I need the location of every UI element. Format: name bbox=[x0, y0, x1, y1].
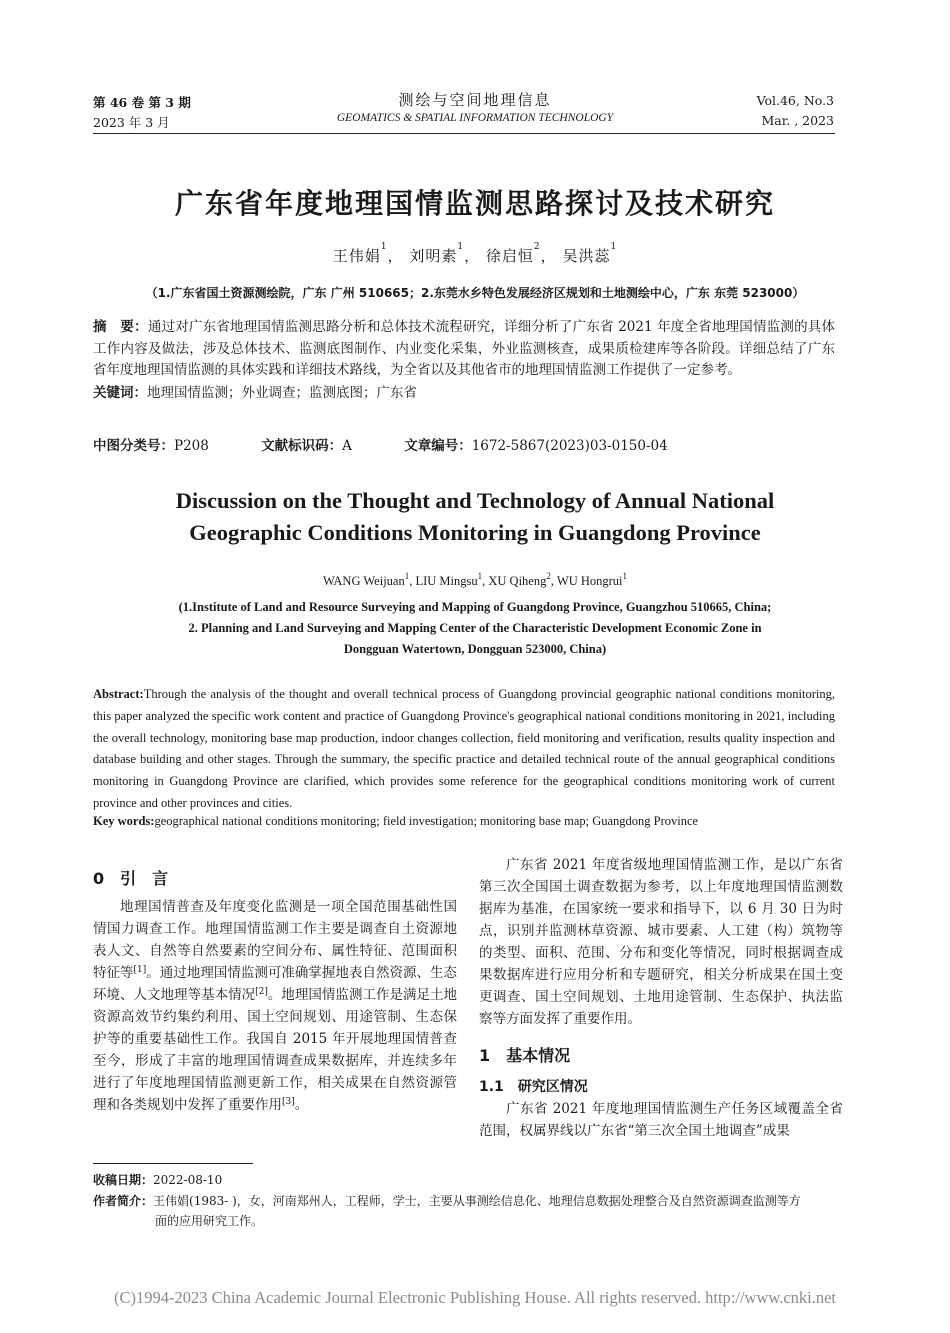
abstract-cn bbox=[93, 317, 835, 382]
authors-cn bbox=[0, 242, 950, 266]
citation-ref: [2] bbox=[255, 987, 268, 997]
abstract-cn-text: 通过对广东省地理国情监测思路分析和总体技术流程研究，详细分析了广东省 2021 年度全省地理国情监测的具体工作内容及做法，涉及总体技术、监测底图制作、内业变化采集，外业监测核查，成果质检建库等各阶段。详细总结了广东省年度地理国情监测的具体实践和详细技术路线，为全省以及其他省市的地理国情监测工作提供了一定参考。 bbox=[93, 319, 835, 378]
intro-text: 。地理国情监测工作是满足土地资源高效节约集约利用、国土空间规划、用途管制、生态保护等的重要基础性工作。我国自 2015 年开展地理国情普查至今，形成了丰富的地理国情调查成果数据库，并连续多年进行了年度地理国情监测更新工作，相关成果在自然资源管理和各类规划中发挥了重要作用 bbox=[93, 987, 458, 1113]
author-name: 王伟娟 bbox=[332, 247, 381, 265]
received-value: 2022-08-10 bbox=[153, 1173, 223, 1187]
author-separator: ， bbox=[387, 247, 404, 265]
footnote-divider bbox=[93, 1163, 253, 1164]
author-separator: ， bbox=[464, 247, 481, 265]
intro-paragraph bbox=[93, 896, 457, 1116]
author-bio-text-cont: 面的应用研究工作。 bbox=[155, 1214, 264, 1228]
author-name: LIU Mingsu bbox=[415, 574, 478, 588]
author-affil-mark: 1 bbox=[610, 242, 618, 252]
affiliation-en-line: Dongguan Watertown, Dongguan 523000, China) bbox=[343, 642, 607, 656]
affiliation-cn: （1.广东省国土资源测绘院，广东 广州 510665；2.东莞水乡特色发展经济区规划和土地测绘中心，广东 东莞 523000） bbox=[145, 286, 805, 300]
author-affil-mark: 1 bbox=[477, 571, 483, 581]
author-affil-mark: 1 bbox=[457, 242, 465, 252]
intro-text: 。通过地理国情监测可准确掌握地表自然资源、生态环境、人文地理等基本情况 bbox=[93, 965, 458, 1003]
volume-issue-cn: 第 46 卷 第 3 期 bbox=[93, 95, 191, 110]
keywords-en bbox=[93, 814, 835, 829]
author-separator: ， bbox=[540, 247, 557, 265]
date-cn: 2023 年 3 月 bbox=[93, 115, 170, 130]
intro-paragraph-2: 广东省 2021 年度省级地理国情监测工作，是以广东省第三次全国国土调查数据为参考，以上年度地理国情监测数据库为基准，在国家统一要求和指导下，以 6 月 30 日为时点，识别并监测林草资源、城市要素、人工建（构）筑物等的类型、面积、范围、分布和变化等情况，同时根据调查成果数据库进行应用分析和专题研究，相关分析成果在国土变更调查、国土空间规划、土地用途管制、生态保护、执法监察等方面发挥了重要作用。 bbox=[479, 857, 843, 1027]
clc-label: 中图分类号： bbox=[93, 438, 174, 454]
abstract-en-label: Abstract: bbox=[93, 687, 144, 701]
author-separator: , bbox=[409, 574, 416, 588]
author-affil-mark: 1 bbox=[380, 242, 388, 252]
citation-ref: [1] bbox=[133, 965, 147, 975]
section-1-heading: 1 基本情况 bbox=[479, 1046, 571, 1065]
author-affil-mark: 2 bbox=[533, 242, 541, 252]
author-separator: , bbox=[482, 574, 489, 588]
article-no-label: 文章编号： bbox=[404, 438, 472, 454]
affiliation-en-line: 2. Planning and Land Surveying and Mapping Center of the Characteristic Development Economic Zone in bbox=[188, 621, 762, 635]
clc-value: P208 bbox=[174, 438, 209, 454]
left-column bbox=[93, 896, 457, 1116]
right-column bbox=[479, 854, 843, 1030]
author-name: 吴洪蕊 bbox=[562, 247, 611, 265]
journal-title-en: GEOMATICS & SPATIAL INFORMATION TECHNOLOGY bbox=[336, 112, 614, 124]
paper-title-en bbox=[0, 485, 950, 549]
keywords-en-label: Key words: bbox=[93, 814, 155, 828]
paper-title-cn: 广东省年度地理国情监测思路探讨及技术研究 bbox=[174, 187, 775, 220]
author-affil-mark: 1 bbox=[622, 571, 628, 581]
subsection-1-1-heading: 1.1 研究区情况 bbox=[479, 1079, 588, 1095]
study-area-text bbox=[479, 1098, 843, 1142]
affiliation-en bbox=[0, 597, 950, 660]
author-affil-mark: 1 bbox=[404, 571, 410, 581]
header-divider bbox=[93, 133, 835, 134]
keywords-cn-label: 关键词： bbox=[93, 385, 147, 401]
author-separator: , bbox=[550, 574, 557, 588]
abstract-cn-label: 摘 要： bbox=[93, 319, 148, 335]
received-date bbox=[93, 1170, 835, 1190]
paper-title-en-line: Geographic Conditions Monitoring in Guangdong Province bbox=[189, 520, 761, 545]
author-name: 刘明素 bbox=[409, 247, 458, 265]
author-bio bbox=[93, 1191, 835, 1231]
intro-text: 地理国情普查及年度变化监测是一项全国范围基础性国情国力调查工作。地理国情监测工作主要是调查自土资源地表人文、自然等自然要素的空间分布、属性特征、范围面积特征等 bbox=[93, 899, 457, 981]
abstract-en-text: Through the analysis of the thought and overall technical process of Guangdong provincial geographic national conditions monitoring, this paper analyzed the specific work content and practice of Guangdong Province's geographical national conditions monitoring in 2021, including the overall technology, monitoring base map production, indoor changes collection, field monitoring and verification, results quality inspection and database building and other stages. Through the summary, the specific practice and detailed technical route of the annual geographical conditions monitoring in Guangdong Province are clarified, which provides some reference for the geographical conditions monitoring work of current province and other provinces and cities. bbox=[93, 687, 835, 810]
abstract-en bbox=[93, 684, 835, 815]
keywords-cn-text: 地理国情监测；外业调查；监测底图；广东省 bbox=[147, 385, 417, 401]
journal-title-cn: 测绘与空间地理信息 bbox=[398, 91, 552, 109]
classification-line bbox=[93, 434, 668, 454]
received-label: 收稿日期： bbox=[93, 1173, 154, 1187]
author-name: WANG Weijuan bbox=[322, 574, 405, 588]
study-area-paragraph: 广东省 2021 年度地理国情监测生产任务区域覆盖全省范围，权属界线以广东省“第三次全国土地调查”成果 bbox=[479, 1101, 843, 1139]
author-bio-label: 作者简介： bbox=[93, 1194, 154, 1208]
intro-text: 。 bbox=[294, 1097, 309, 1113]
keywords-en-text: geographical national conditions monitoring; field investigation; monitoring base map; Guangdong Province bbox=[154, 814, 699, 828]
author-bio-text: 王伟娟(1983- )，女，河南郑州人，工程师，学士，主要从事测绘信息化、地理信息数据处理整合及自然资源调查监测等方 bbox=[153, 1194, 801, 1208]
doc-code-value: A bbox=[342, 438, 352, 454]
section-0-heading: 0 引 言 bbox=[93, 869, 169, 888]
keywords-cn bbox=[93, 381, 835, 401]
author-affil-mark: 2 bbox=[546, 571, 551, 581]
article-no-value: 1672-5867(2023)03-0150-04 bbox=[471, 438, 668, 454]
date-en: Mar. , 2023 bbox=[761, 113, 834, 128]
authors-en bbox=[0, 571, 950, 589]
doc-code-label: 文献标识码： bbox=[261, 438, 343, 454]
paper-title-en-line: Discussion on the Thought and Technology of Annual National bbox=[175, 488, 775, 513]
author-name: 徐启恒 bbox=[485, 247, 534, 265]
author-name: XU Qiheng bbox=[488, 574, 547, 588]
affiliation-en-line: (1.Institute of Land and Resource Surveying and Mapping of Guangdong Province, Guangzhou 510665, China; bbox=[178, 600, 772, 614]
citation-ref: [3] bbox=[282, 1097, 295, 1107]
copyright-watermark: (C)1994-2023 China Academic Journal Electronic Publishing House. All rights reserved. http://www.cnki.net bbox=[113, 1288, 837, 1307]
author-name: WU Hongrui bbox=[556, 574, 623, 588]
volume-issue-en: Vol.46, No.3 bbox=[756, 93, 834, 108]
